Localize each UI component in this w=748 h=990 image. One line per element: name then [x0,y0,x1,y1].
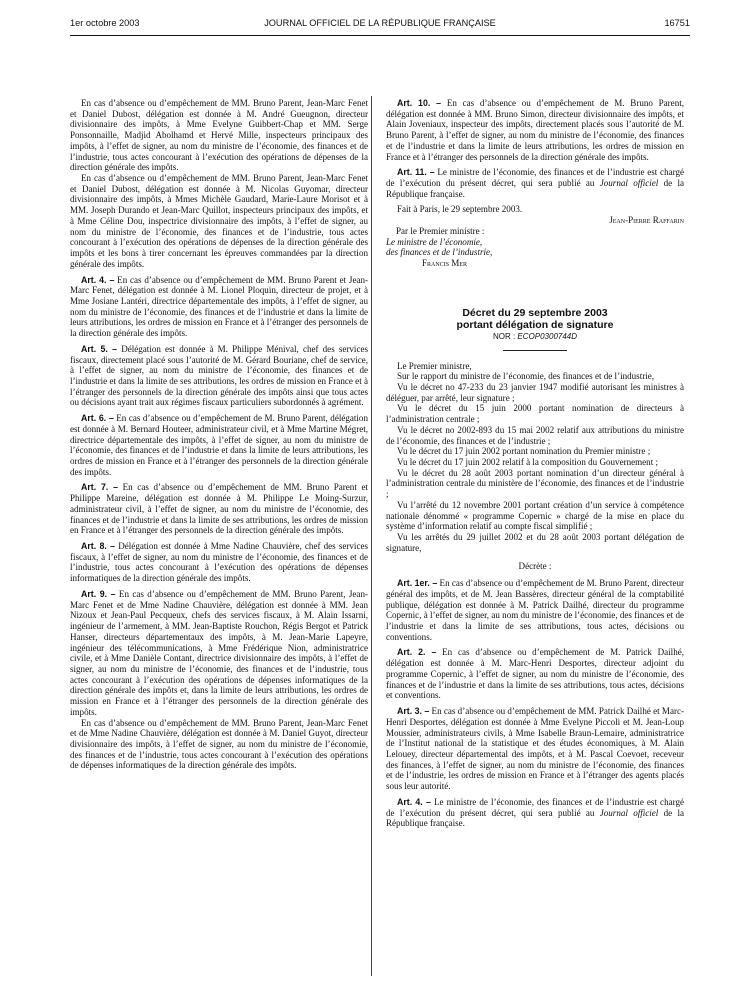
article-10 [386,98,684,162]
paragraph: En cas d’absence ou d’empêchement de MM. Bruno Parent, Jean-Marc Fenet et Daniel Dubost, délégation est donnée à M. Nicolas Guyomar, directeur divisionnaire des impôts, à Mmes Michèle Gaudard, Marie-Laure Morisot et à MM. Joseph Durando et Jean-Marc Quillot, inspecteurs principaux des impôts, et à Mme Céline Dou, inspectrice divisionnaire des impôts, à l’effet de signer, au nom du ministre de l’économie, des finances et de l’industrie, tous actes concourant à l’exécution des opérations de dépenses de la direction générale des impôts et les bons à tirer concernant les épreuves commandées par la direction générale des impôts. [70,173,368,269]
article-text: Délégation est donnée à M. Philippe Ménival, chef des services fiscaux, directement placé sous l’autorité de M. Gérard Bouriane, chef de service, à l’effet de signer, au nom du ministre de l’économie, des finances et de l’industrie et dans la limite de ses attributions, les ordres de mission en France et à l’étranger des personnels de la direction générale des impôts ainsi que tous actes ou décisions ayant trait aux régimes fiscaux particuliers subordonnés à agrément. [70,343,368,408]
visa: Vu le décret du 15 juin 2000 portant nomination de directeurs à l’administration centrale ; [386,403,684,425]
article-7 [70,482,368,536]
article-label: Art. 9. – [81,588,116,599]
decree-title [386,307,684,331]
article-text: En cas d’absence ou d’empêchement de MM. Bruno Parent et Jean-Marc Fenet, délégation est donnée à M. Lionel Ploquin, directeur de projet, et à Mme Josiane Lantéri, directrice départementale des impôts, à l’effet de signer, au nom du ministre de l’économie, des finances et de l’industrie et dans la limite de leurs attributions, les ordres de mission en France et à l’étranger des personnels de la direction générale des impôts. [70,274,369,339]
paragraph: En cas d’absence ou d’empêchement de MM. Bruno Parent, Jean-Marc Fenet et Daniel Dubost, délégation est donnée à M. André Gueugnon, directeur divisionnaire des impôts, à Mme Evelyne Guibbert-Chap et MM. Serge Ponsonnaille, Madjid Abolhamd et Hervé Mille, inspecteurs principaux des impôts, à l’effet de signer, au nom du ministre de l’économie, des finances et de l’industrie, tous actes concourant à l’exécution des opérations de dépenses de la direction générale des impôts. [70,98,368,173]
decree-article-1 [386,578,684,642]
minister-title-line-2: des finances et de l’industrie, [386,247,493,258]
nor-reference [386,332,684,343]
article-label: Art. 5. – [81,343,118,354]
article-label: Art. 6. – [81,413,114,424]
article-11 [386,167,684,199]
article-label: Art. 4. – [81,274,115,285]
header-rule [70,35,690,36]
header-date: 1er octobre 2003 [70,18,140,28]
page-header [70,18,690,32]
journal-officiel-ref: Journal officiel [599,178,659,189]
article-label: Art. 8. – [81,541,116,552]
article-text: En cas d’absence ou d’empêchement de M. Bruno Parent, délégation est donnée à MM. Bruno Simon, directeur divisionnaire des impôts, et Alain Joveniaux, inspecteur des impôts, directement placés sous l’autorité de M. Bruno Parent, à l’effet de signer, au nom du ministre de l’économie, des finances et de l’industrie et dans la limite de leurs attributions, les ordres de mission en France et à l’étranger des personnels de la direction générale des impôts. [386,98,684,162]
visa: Vu le décret no 47-233 du 23 janvier 1947 modifié autorisant les ministres à déléguer, par arrêté, leur signature ; [386,381,684,403]
decree-article-4 [386,797,684,829]
visa: Vu l’arrêté du 12 novembre 2001 portant création d’un service à compétence nationale dénommé « programme Copernic » chargé de la mise en place du système d’information relatif au compte fiscal simplifié ; [386,499,684,532]
article-text: de la République française. [386,807,684,829]
article-text: En cas d’absence ou d’empêchement de MM. Bruno Parent, Jean-Marc Fenet et de Mme Nadine Chauvière, délégation est donnée à MM. Jean Nizoux et Jean-Paul Pecqueux, chefs des services fiscaux, à M. Alain Issarni, ingénieur de l’armement, à MM. Jean-Baptiste Rouchon, Régis Bergot et Patrick Hanser, directeurs départementaux des impôts, à M. Jean-Marie Lapeyre, ingénieur des télécommunications, à Mme Frédérique Nion, administratrice civile, et à Mme Danièle Contant, directrice divisionnaire des impôts, à l’effet de signer, au nom du ministre de l’économie, des finances et de l’industrie, tous actes concourant à l’exécution des opérations de dépenses informatiques de la direction générale des impôts et, dans la limite de leurs attributions, les ordres de mission en France et à l’étranger des personnels de la direction générale des impôts. [70,588,368,717]
page-number: 16751 [664,18,690,28]
right-column [386,98,684,829]
visa: Sur le rapport du ministre de l’économie, des finances et de l’industrie, [397,371,655,382]
article-6 [70,413,368,477]
decree-title-line: portant délégation de signature [456,318,614,331]
article-label: Art. 10. – [397,98,442,108]
signature-date: Fait à Paris, le 29 septembre 2003. [397,204,523,215]
article-label: Art. 11. – [397,167,435,178]
par-le-premier-ministre: Par le Premier ministre : [396,225,485,236]
article-label: Art. 7. – [81,482,118,493]
article-text: En cas d’absence ou d’empêchement de M. Bruno Parent, directeur général des impôts, et de M. Jean Bassères, directeur général de la comptabilité publique, délégation est donnée à M. Patrick Dailhé, directeur du programme Copernic, à l’effet de signer, au nom du ministre de l’économie, des finances et de l’industrie et dans la limite de ses attributions, tous actes, décisions ou conventions. [386,578,684,642]
article-text: Le ministre de l’économie, des finances et de l’industrie est chargé de l’exécution du présent décret, qui sera publié au [386,796,684,818]
article-9 [70,589,368,718]
article-label: Art. 3. – [397,706,430,717]
visa: Vu les arrêtés du 29 juillet 2002 et du 28 août 2003 portant délégation de signature, [386,532,684,553]
article-text: de la République française. [386,178,684,199]
article-label: Art. 4. – [397,796,431,807]
minister-signature: Francis Mer [422,258,468,269]
article-5 [70,344,368,408]
nor-label: NOR : [492,331,518,341]
article-text: En cas d’absence ou d’empêchement de MM. Patrick Dailhé et Marc-Henri Desportes, délégation est donnée à Mme Evelyne Piccoli et M. Jean-Loup Moussier, administrateurs civils, à Mme Isabelle Braun-Lemaire, administratrice de l’Institut national de la statistique et des études économiques, à M. Alain Lelouey, directeur départemental des impôts, et à M. Pascal Coevoet, receveur des finances, à l’effet de signer, au nom du ministre de l’économie, des finances et de l’industrie, les ordres de mission en France et à l’étranger des agents placés sous leur autorité. [386,706,685,792]
decree-rule [503,350,567,351]
nor-code: ECOP0300744D [517,331,578,341]
article-label: Art. 1er. – [397,578,438,589]
article-4 [70,275,368,339]
prime-minister-signature: Jean-Pierre Raffarin [609,215,684,226]
left-column [70,98,368,771]
article-text: En cas d’absence ou d’empêchement de MM. Bruno Parent et Philippe Mareine, délégation est donnée à M. Philippe Le Moing-Surzur, administrateur civil, à l’effet de signer, au nom du ministre de l’économie, des finances et de l’industrie et dans la limite de ses attributions, les ordres de mission en France et à l’étranger des personnels de la direction générale des impôts. [70,482,368,536]
column-divider [371,96,372,976]
paragraph: En cas d’absence ou d’empêchement de MM. Bruno Parent, Jean-Marc Fenet et de Mme Nadine Chauvière, délégation est donnée à M. Daniel Guyot, directeur divisionnaire des impôts, à l’effet de signer, au nom du ministre de l’économie, des finances et de l’industrie, tous actes concourant à l’exécution des opérations de dépenses informatiques de la direction générale des impôts. [70,717,368,771]
article-text: Délégation est donnée à Mme Nadine Chauvière, chef des services fiscaux, à l’effet de signer, au nom du ministre de l’économie, des finances et de l’industrie, tous actes concourant à l’exécution des opérations de dépenses informatiques de la direction générale des impôts. [70,541,368,584]
decree-article-3 [386,706,684,792]
decrete: Décrète : [518,561,552,572]
decree-article-2 [386,647,684,701]
article-text: En cas d’absence ou d’empêchement de M. Patrick Dailhé, délégation est donnée à M. Marc-Henri Desportes, directeur adjoint du programme Copernic, à l’effet de signer, au nom du ministre de l’économie, des finances et de l’industrie et dans la limite de ses attributions, tous actes, décisions et conventions. [386,647,684,701]
article-8 [70,541,368,584]
minister-title-line-1: Le ministre de l’économie, [386,236,483,247]
premier-ministre: Le Premier ministre, [397,360,472,371]
article-text: En cas d’absence ou d’empêchement de M. Bruno Parent, délégation est donnée à M. Bernard Houteer, administrateur civil, et à Mme Martine Mégret, directrice départementale des impôts, à l’effet de signer, au nom du ministre de l’économie, des finances et de l’industrie et dans la limite de leurs attributions, les ordres de mission en France et à l’étranger des personnels de la direction générale des impôts. [70,413,368,477]
visa: Vu le décret du 17 juin 2002 relatif à la composition du Gouvernement ; [397,456,658,467]
article-label: Art. 2. – [397,647,437,658]
journal-officiel-ref: Journal officiel [599,807,659,818]
journal-title: JOURNAL OFFICIEL DE LA RÉPUBLIQUE FRANÇAISE [264,18,496,28]
visa: Vu le décret du 17 juin 2002 portant nomination du Premier ministre ; [397,446,651,457]
visa: Vu le décret no 2002-893 du 15 mai 2002 relatif aux attributions du ministre de l’économie, des finances et de l’industrie ; [386,424,684,446]
article-text: Le ministre de l’économie, des finances et de l’industrie est chargé de l’exécution du présent décret, qui sera publié au [386,167,684,189]
visa: Vu le décret du 28 août 2003 portant nomination d’un directeur général à l’administration centrale du ministère de l’économie, des finances et de l’industrie ; [386,467,684,500]
decree-title-line: Décret du 29 septembre 2003 [462,306,608,319]
